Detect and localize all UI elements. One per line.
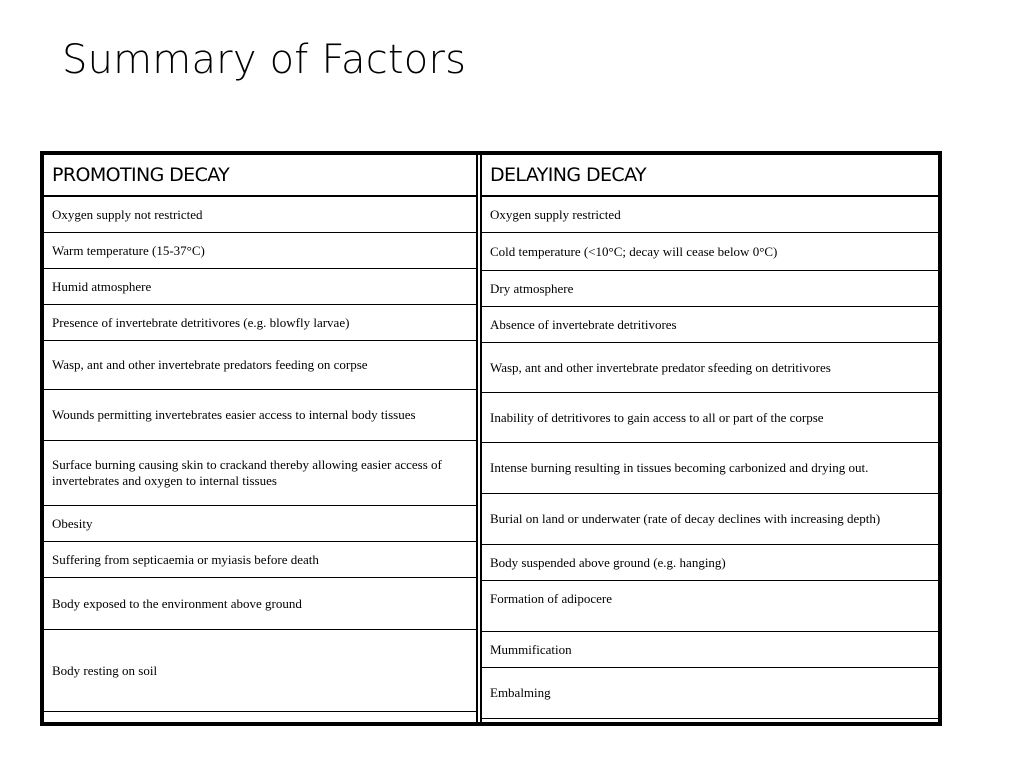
delaying-decay-header: DELAYING DECAY xyxy=(482,155,938,197)
table-cell: Dry atmosphere xyxy=(482,271,938,307)
table-cell: Oxygen supply not restricted xyxy=(44,197,476,233)
table-cell: Presence of invertebrate detritivores (e.g. blowfly larvae) xyxy=(44,305,476,341)
table-cell: Mummification xyxy=(482,632,938,668)
table-cell: Embalming xyxy=(482,668,938,719)
table-cell: Cold temperature (<10°C; decay will cease below 0°C) xyxy=(482,233,938,271)
table-cell: Body exposed to the environment above ground xyxy=(44,578,476,630)
table-cell: Oxygen supply restricted xyxy=(482,197,938,233)
table-cell: Warm temperature (15-37°C) xyxy=(44,233,476,269)
table-cell: Wounds permitting invertebrates easier access to internal body tissues xyxy=(44,390,476,441)
slide-title: Summary of Factors xyxy=(62,37,467,83)
delaying-decay-column xyxy=(480,155,938,722)
factors-table xyxy=(40,151,942,726)
table-cell: Body resting on soil xyxy=(44,630,476,712)
table-cell: Wasp, ant and other invertebrate predators feeding on corpse xyxy=(44,341,476,390)
table-cell: Obesity xyxy=(44,506,476,542)
table-cell: Intense burning resulting in tissues becoming carbonized and drying out. xyxy=(482,443,938,494)
promoting-decay-column xyxy=(44,155,478,722)
table-cell: Formation of adipocere xyxy=(482,581,938,632)
table-cell: Body suspended above ground (e.g. hanging) xyxy=(482,545,938,581)
table-cell: Humid atmosphere xyxy=(44,269,476,305)
table-cell: Suffering from septicaemia or myiasis before death xyxy=(44,542,476,578)
table-cell: Inability of detritivores to gain access to all or part of the corpse xyxy=(482,393,938,443)
table-cell: Wasp, ant and other invertebrate predator sfeeding on detritivores xyxy=(482,343,938,393)
table-cell: Burial on land or underwater (rate of decay declines with increasing depth) xyxy=(482,494,938,545)
promoting-decay-header: PROMOTING DECAY xyxy=(44,155,476,197)
table-cell: Absence of invertebrate detritivores xyxy=(482,307,938,343)
table-cell: Surface burning causing skin to crackand thereby allowing easier access of invertebrates and oxygen to internal tissues xyxy=(44,441,476,506)
